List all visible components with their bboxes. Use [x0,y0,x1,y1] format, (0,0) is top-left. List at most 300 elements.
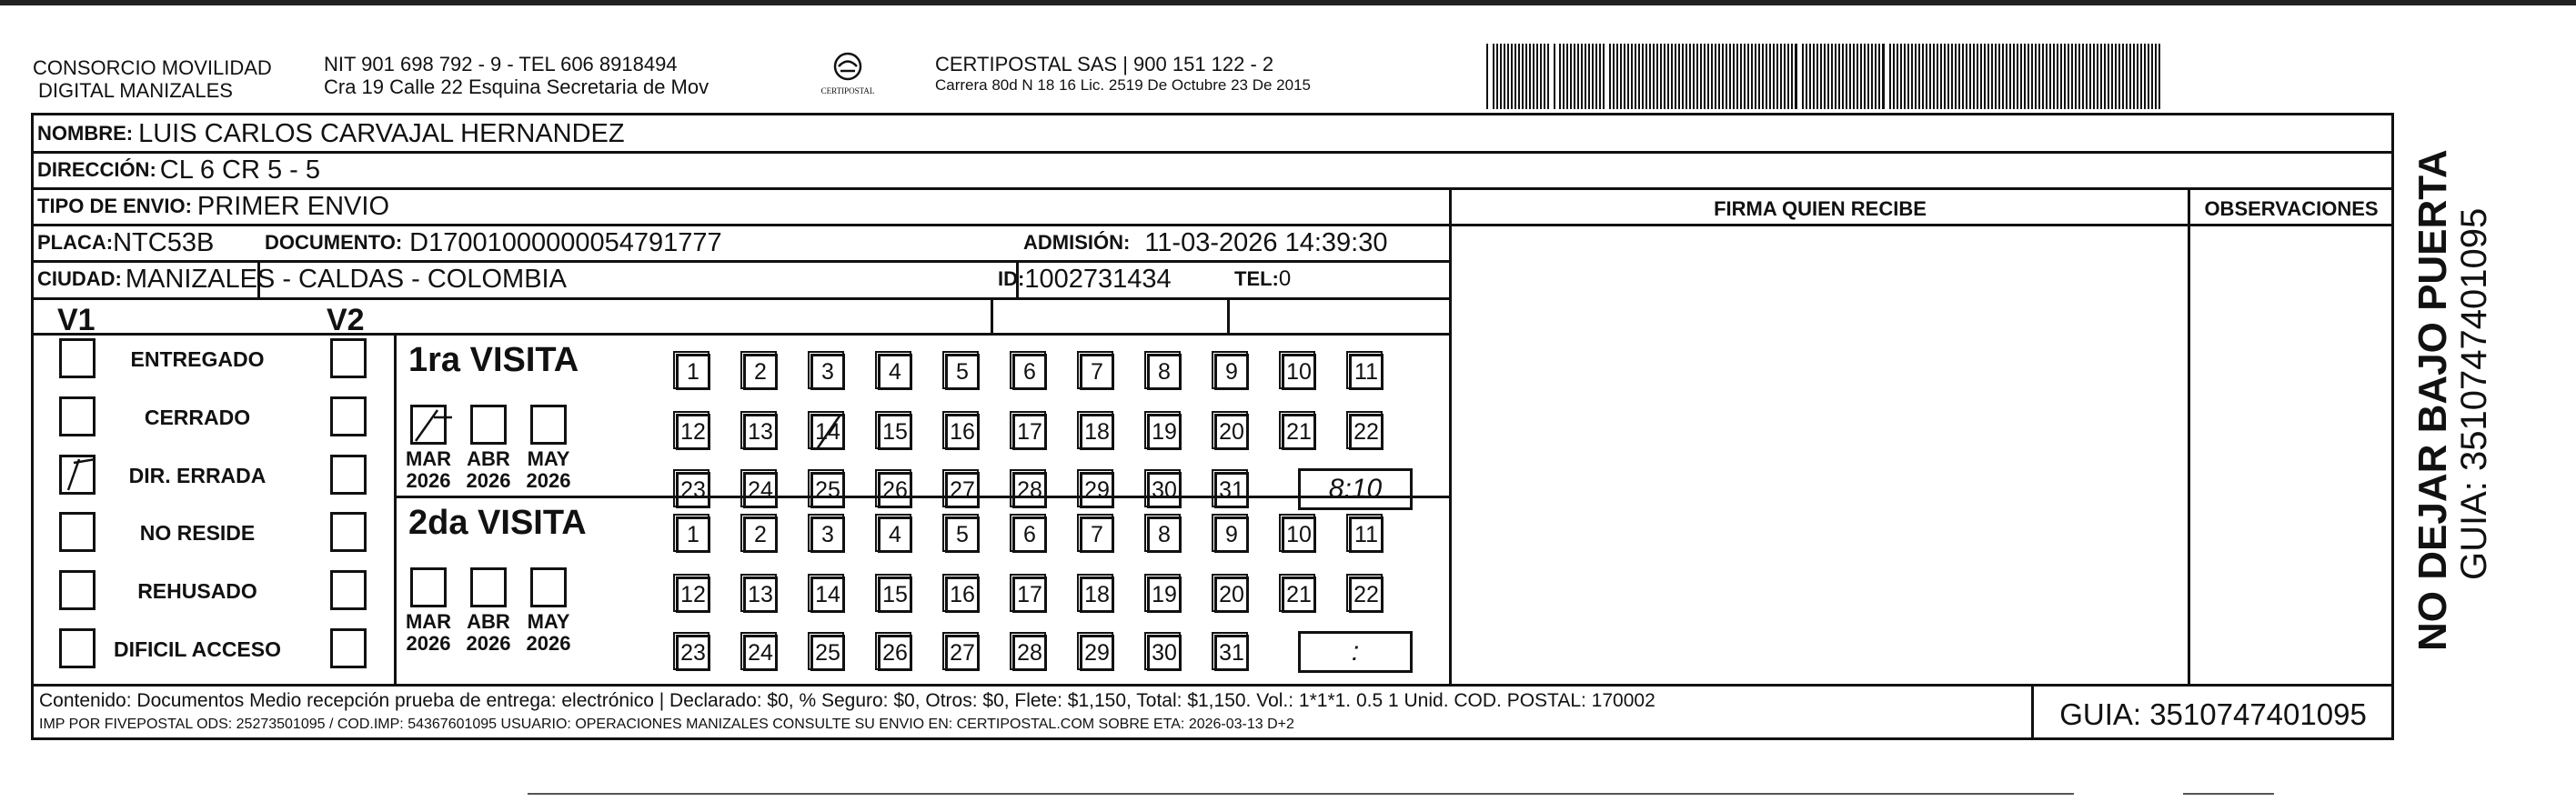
barcode-bar [2115,44,2117,109]
barcode-bar [2024,44,2026,109]
day-checkbox[interactable]: 9 [1214,516,1249,553]
month-year: 2026 [466,632,511,655]
day-checkbox[interactable]: 12 [676,414,710,450]
day-checkbox[interactable]: 23 [676,472,710,508]
barcode-bar [1755,44,1756,109]
day-checkbox[interactable]: 4 [878,354,912,390]
barcode-bar [1769,44,1771,109]
day-checkbox[interactable]: 9 [1214,354,1249,390]
barcode-bar [1962,44,1964,109]
barcode-bar [1893,44,1895,109]
barcode-bar [1671,44,1673,109]
barcode-bar [1947,44,1949,109]
visit-title: 1ra VISITA [408,341,579,379]
tel-row [1234,261,1291,297]
barcode-bar [1776,44,1778,109]
day-checkbox[interactable]: 4 [878,516,912,553]
barcode-bar [2053,44,2055,109]
v2-checkbox[interactable] [330,570,367,610]
day-checkbox[interactable]: 2 [743,354,778,390]
barcode-bar [1638,44,1640,109]
day-checkbox[interactable]: 24 [743,472,778,508]
barcode-bar [1791,44,1793,109]
barcode-bar [1544,44,1545,109]
v2-checkbox[interactable] [330,338,367,378]
month-name: ABR [467,610,510,633]
documento-label: DOCUMENTO: [265,231,403,254]
barcode-bar [2137,44,2138,109]
certipostal-logo [815,51,880,105]
barcode-bar [1937,44,1938,109]
time-box[interactable]: : [1298,631,1413,673]
barcode-bar [1973,44,1975,109]
barcode-bar [1915,44,1917,109]
barcode-bar [1500,44,1502,109]
month-checkbox[interactable] [470,405,507,445]
barcode-bar [1631,44,1633,109]
company-line-1: CONSORCIO MOVILIDAD [33,56,272,79]
barcode-bar [1838,44,1840,109]
barcode-bar [1645,44,1647,109]
company-address: Cra 19 Calle 22 Esquina Secretaria de Mov [324,75,709,98]
barcode-bar [1784,44,1786,109]
barcode-bar [1995,44,1997,109]
side-warning: NO DEJAR BAJO PUERTA [2410,149,2455,651]
barcode-bar [1809,44,1811,109]
day-checkbox[interactable]: 8 [1147,516,1182,553]
barcode-bar [2013,44,2015,109]
barcode-bar [1922,44,1924,109]
barcode-bar [1802,44,1804,109]
barcode-bar [1722,44,1724,109]
day-checkbox[interactable]: 29 [1080,472,1114,508]
day-checkbox[interactable]: 23 [676,635,710,671]
id-value: 1002731434 [1024,264,1172,294]
barcode-bar [1585,44,1586,109]
day-checkbox[interactable]: 6 [1012,516,1047,553]
day-checkbox[interactable]: 22 [1349,414,1384,450]
barcode-bar [1566,44,1568,109]
barcode-bar [1987,44,1989,109]
day-checkbox[interactable]: 19 [1147,414,1182,450]
barcode-bar [1613,44,1615,109]
barcode-bar [2031,44,2033,109]
barcode-bar [2071,44,2073,109]
barcode-bar [1525,44,1527,109]
scan-edge [0,0,2576,5]
barcode-bar [1900,44,1902,109]
handwritten-check-icon [810,413,851,453]
day-checkbox[interactable]: 20 [1214,414,1249,450]
month-label [521,448,576,492]
day-checkbox[interactable]: 6 [1012,354,1047,390]
day-checkbox[interactable]: 18 [1080,576,1114,613]
id-label: ID: [998,267,1025,290]
month-checkbox[interactable] [530,405,567,445]
barcode-bar [1704,44,1706,109]
month-checkbox[interactable] [470,567,507,607]
footer-guia: GUIA: 3510747401095 [2059,697,2367,731]
ciudad-label: CIUDAD: [37,267,122,290]
barcode-bar [2133,44,2135,109]
status-label: REHUSADO [137,579,257,603]
day-checkbox[interactable]: 7 [1080,516,1114,553]
day-checkbox[interactable]: 15 [878,576,912,613]
month-label [461,448,516,492]
admision-value: 11-03-2026 14:39:30 [1144,227,1388,257]
day-checkbox[interactable]: 31 [1214,472,1249,508]
month-checkbox[interactable] [410,405,447,445]
barcode-bar [1860,44,1862,109]
barcode-bar [2057,44,2058,109]
barcode-bar [1871,44,1873,109]
barcode-bar [1816,44,1818,109]
barcode-bar [1918,44,1920,109]
barcode-bar [2158,44,2160,109]
day-checkbox[interactable]: 19 [1147,576,1182,613]
barcode-bar [1504,44,1505,109]
barcode-bar [1864,44,1866,109]
barcode-bar [2108,44,2109,109]
barcode-bar [2020,44,2022,109]
company-nit: NIT 901 698 792 - 9 - TEL 606 8918494 [324,53,678,75]
tipo-envio-value: PRIMER ENVIO [196,191,390,221]
barcode-bar [2038,44,2040,109]
tipo-envio-label: TIPO DE ENVIO: [37,195,192,217]
barcode-bar [2097,44,2098,109]
month-label [401,448,456,492]
day-checkbox[interactable]: 21 [1282,414,1316,450]
nombre-label: NOMBRE: [37,122,134,145]
footer-imp: IMP POR FIVEPOSTAL ODS: 25273501095 / COD.IMP: 54367601095 USUARIO: OPERACIONES MANIZALES CONSULTE SU ENVIO EN: CERTIPOSTAL.COM SOBRE ETA: 2026-03-13 D+2 [39,717,1294,732]
day-checkbox[interactable]: 11 [1349,516,1384,553]
day-checkbox[interactable]: 8 [1147,354,1182,390]
scan-bottom-line-right [2183,793,2274,795]
barcode-bar [1507,44,1509,109]
barcode-bar [1533,44,1535,109]
barcode-bar [1955,44,1957,109]
barcode-bar [1682,44,1684,109]
barcode-bar [1514,44,1516,109]
barcode-bar [1726,44,1727,109]
barcode-bar [1984,44,1986,109]
barcode-bar [2093,44,2095,109]
day-checkbox[interactable]: 15 [878,414,912,450]
day-checkbox[interactable]: 26 [878,635,912,671]
barcode-bar [1563,44,1565,109]
courier-line-1: CERTIPOSTAL SAS | 900 151 122 - 2 [935,53,1274,75]
barcode-bar [1944,44,1946,109]
barcode-bar [2118,44,2120,109]
barcode-bar [1831,44,1833,109]
day-checkbox[interactable]: 14 [810,576,845,613]
barcode-bar [1998,44,2000,109]
ciudad-row [37,261,567,297]
day-checkbox[interactable]: 3 [810,516,845,553]
day-checkbox[interactable]: 22 [1349,576,1384,613]
barcode-bar [1740,44,1742,109]
barcode-bar [1685,44,1687,109]
barcode-bar [2089,44,2091,109]
barcode-bar [1766,44,1767,109]
firma-header: FIRMA QUIEN RECIBE [1714,197,1927,220]
month-year: 2026 [526,632,571,655]
day-checkbox[interactable]: 28 [1012,635,1047,671]
barcode-bar [1889,44,1891,109]
courier-info [935,53,1311,95]
barcode-bar [1536,44,1538,109]
barcode-bar [1980,44,1982,109]
v2-header: V2 [327,303,365,337]
barcode-bar [1656,44,1658,109]
barcode-bar [1574,44,1575,109]
barcode-bar [1878,44,1880,109]
day-checkbox[interactable]: 30 [1147,635,1182,671]
barcode-bar [1933,44,1935,109]
barcode-bar [1493,44,1494,109]
barcode-bar [2068,44,2069,109]
v2-checkbox[interactable] [330,628,367,668]
tel-value: 0 [1278,266,1292,291]
barcode-bar [1747,44,1749,109]
day-checkbox[interactable]: 12 [676,576,710,613]
barcode-bar [1729,44,1731,109]
tipo-envio-row [37,188,389,225]
barcode [1484,44,2167,109]
month-name: MAY [527,447,570,470]
day-checkbox[interactable]: 11 [1349,354,1384,390]
day-checkbox[interactable]: 24 [743,635,778,671]
barcode-bar [2017,44,2018,109]
barcode-bar [1518,44,1520,109]
day-checkbox[interactable]: 10 [1282,354,1316,390]
barcode-bar [1678,44,1680,109]
barcode-bar [1635,44,1636,109]
barcode-bar [1693,44,1695,109]
barcode-bar [2028,44,2029,109]
month-checkbox[interactable] [530,567,567,607]
day-checkbox[interactable]: 13 [743,414,778,450]
barcode-bar [2122,44,2124,109]
day-checkbox[interactable]: 14 [810,414,845,450]
month-year: 2026 [526,469,571,492]
barcode-bar [1522,44,1524,109]
barcode-bar [1758,44,1760,109]
month-label [401,611,456,655]
barcode-bar [1707,44,1709,109]
barcode-bar [1592,44,1594,109]
month-label [461,611,516,655]
barcode-bar [1773,44,1775,109]
day-checkbox[interactable]: 29 [1080,635,1114,671]
barcode-bar [1806,44,1807,109]
company-name [33,56,272,102]
day-checkbox[interactable]: 28 [1012,472,1047,508]
status-label: ENTREGADO [130,347,265,371]
month-label [521,611,576,655]
barcode-bar [1547,44,1549,109]
barcode-bar [1675,44,1676,109]
company-line-2: DIGITAL MANIZALES [38,79,233,102]
barcode-bar [1966,44,1967,109]
logo-text: CERTIPOSTAL [820,86,875,95]
status-label: CERRADO [144,406,251,429]
day-checkbox[interactable]: 5 [945,516,980,553]
barcode-bar [2086,44,2088,109]
ciudad-value: MANIZALES - CALDAS - COLOMBIA [125,264,567,294]
barcode-bar [2075,44,2077,109]
day-checkbox[interactable]: 27 [945,635,980,671]
day-checkbox[interactable]: 1 [676,354,710,390]
side-guia: GUIA: 3510747401095 [2454,207,2494,580]
barcode-bar [1867,44,1869,109]
admision-row [1023,225,1387,261]
time-box[interactable]: 8:10 [1298,468,1413,510]
nombre-row [37,115,625,152]
day-checkbox[interactable]: 16 [945,576,980,613]
month-name: MAR [405,447,452,470]
barcode-bar [1824,44,1826,109]
day-checkbox[interactable]: 3 [810,354,845,390]
barcode-bar [1907,44,1909,109]
barcode-bar [1642,44,1644,109]
barcode-bar [1620,44,1622,109]
barcode-bar [1667,44,1669,109]
barcode-bar [1820,44,1822,109]
day-checkbox[interactable]: 16 [945,414,980,450]
barcode-bar [1595,44,1597,109]
barcode-bar [1849,44,1851,109]
courier-line-2: Carrera 80d N 18 16 Lic. 2519 De Octubre 23 De 2015 [935,76,1311,94]
barcode-bar [1929,44,1931,109]
id-row [998,261,1172,297]
day-checkbox[interactable]: 30 [1147,472,1182,508]
v2-checkbox[interactable] [330,512,367,552]
v2-checkbox[interactable] [330,396,367,436]
month-name: ABR [467,447,510,470]
barcode-bar [1653,44,1655,109]
barcode-bar [1486,44,1488,109]
month-year: 2026 [406,632,451,655]
day-checkbox[interactable]: 20 [1214,576,1249,613]
barcode-bar [1969,44,1971,109]
barcode-bar [2060,44,2062,109]
documento-value: D17001000000054791777 [409,227,722,257]
barcode-bar [1627,44,1629,109]
observaciones-header: OBSERVACIONES [2204,197,2379,220]
barcode-bar [1711,44,1713,109]
barcode-bar [1835,44,1836,109]
day-checkbox[interactable]: 27 [945,472,980,508]
barcode-bar [1616,44,1618,109]
barcode-bar [2155,44,2157,109]
day-checkbox[interactable]: 1 [676,516,710,553]
placa-row [37,225,214,261]
barcode-bar [2148,44,2149,109]
day-checkbox[interactable]: 2 [743,516,778,553]
barcode-bar [1540,44,1542,109]
barcode-bar [1911,44,1913,109]
barcode-bar [1951,44,1953,109]
barcode-bar [1875,44,1877,109]
barcode-bar [2082,44,2084,109]
status-label: NO RESIDE [139,521,256,545]
barcode-bar [1897,44,1898,109]
barcode-bar [1762,44,1764,109]
direccion-label: DIRECCIÓN: [37,158,156,181]
barcode-bar [1813,44,1815,109]
documento-row [265,225,722,261]
barcode-bar [1496,44,1498,109]
day-checkbox[interactable]: 25 [810,472,845,508]
day-checkbox[interactable]: 7 [1080,354,1114,390]
barcode-bar [1926,44,1927,109]
barcode-bar [2009,44,2011,109]
barcode-bar [1882,44,1885,109]
barcode-bar [1696,44,1698,109]
barcode-bar [1700,44,1702,109]
direccion-value: CL 6 CR 5 - 5 [159,155,320,185]
barcode-bar [1570,44,1572,109]
barcode-bar [2151,44,2153,109]
day-checkbox[interactable]: 17 [1012,576,1047,613]
barcode-bar [2140,44,2142,109]
day-checkbox[interactable]: 10 [1282,516,1316,553]
v2-checkbox[interactable] [330,455,367,495]
day-checkbox[interactable]: 25 [810,635,845,671]
day-checkbox[interactable]: 5 [945,354,980,390]
barcode-bar [1664,44,1665,109]
tel-label: TEL: [1234,267,1279,290]
month-checkbox[interactable] [410,567,447,607]
barcode-bar [1609,44,1611,109]
barcode-bar [2111,44,2113,109]
day-checkbox[interactable]: 13 [743,576,778,613]
barcode-bar [1853,44,1855,109]
direccion-row [37,152,320,188]
day-checkbox[interactable]: 17 [1012,414,1047,450]
footer-contenido: Contenido: Documentos Medio recepción prueba de entrega: electrónico | Declarado: $0, % Seguro: $0, Otros: $0, Flete: $1,150, Total: $1,150. Vol.: 1*1*1. 0.5 1 Unid. COD. POSTAL: 170002 [39,690,1655,711]
barcode-bar [1958,44,1960,109]
delivery-form [31,113,2394,740]
barcode-bar [1511,44,1513,109]
barcode-bar [1744,44,1746,109]
barcode-bar [2144,44,2146,109]
barcode-bar [2078,44,2080,109]
barcode-bar [1577,44,1579,109]
barcode-bar [2049,44,2051,109]
barcode-bar [1599,44,1601,109]
day-checkbox[interactable]: 21 [1282,576,1316,613]
admision-label: ADMISIÓN: [1023,231,1131,254]
barcode-bar [1624,44,1625,109]
day-checkbox[interactable]: 18 [1080,414,1114,450]
barcode-bar [1904,44,1906,109]
barcode-bar [1588,44,1590,109]
day-checkbox[interactable]: 31 [1214,635,1249,671]
barcode-bar [2100,44,2102,109]
barcode-bar [1649,44,1651,109]
barcode-bar [1554,44,1555,109]
barcode-bar [1827,44,1829,109]
barcode-bar [1940,44,1942,109]
barcode-bar [1715,44,1716,109]
barcode-bar [1787,44,1789,109]
day-checkbox[interactable]: 26 [878,472,912,508]
barcode-bar [1736,44,1738,109]
barcode-bar [2064,44,2066,109]
barcode-bar [1857,44,1858,109]
